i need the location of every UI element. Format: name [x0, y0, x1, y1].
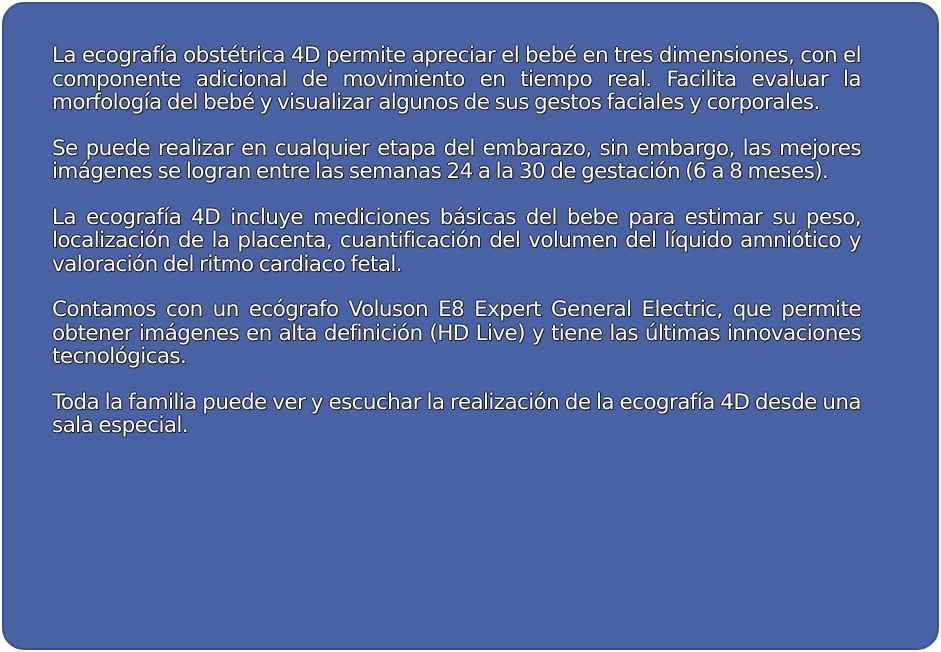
paragraph-timing: Se puede realizar en cualquier etapa del embarazo, sin embargo, las mejores imágenes se logran entre las semanas 24 a la 30 de gestación (6 a 8 meses). — [52, 135, 861, 184]
paragraph-measurements: La ecografía 4D incluye mediciones básicas del bebe para estimar su peso, localización de la placenta, cuantificación del volumen del líquido amniótico y valoración del ritmo cardiaco fetal. — [52, 204, 861, 277]
paragraph-intro: La ecografía obstétrica 4D permite apreciar el bebé en tres dimensiones, con el componente adicional de movimiento en tiempo real. Facilita evaluar la morfología del bebé y visualizar algunos de sus gestos faciales y corporales. — [52, 43, 861, 115]
paragraph-family: Toda la familia puede ver y escuchar la realización de la ecografía 4D desde una sala especial. — [52, 389, 861, 438]
info-panel — [2, 2, 939, 650]
paragraph-equipment: Contamos con un ecógrafo Voluson E8 Expert General Electric, que permite obtener imágenes en alta definición (HD Live) y tiene las últimas innovaciones tecnológicas. — [52, 297, 861, 369]
